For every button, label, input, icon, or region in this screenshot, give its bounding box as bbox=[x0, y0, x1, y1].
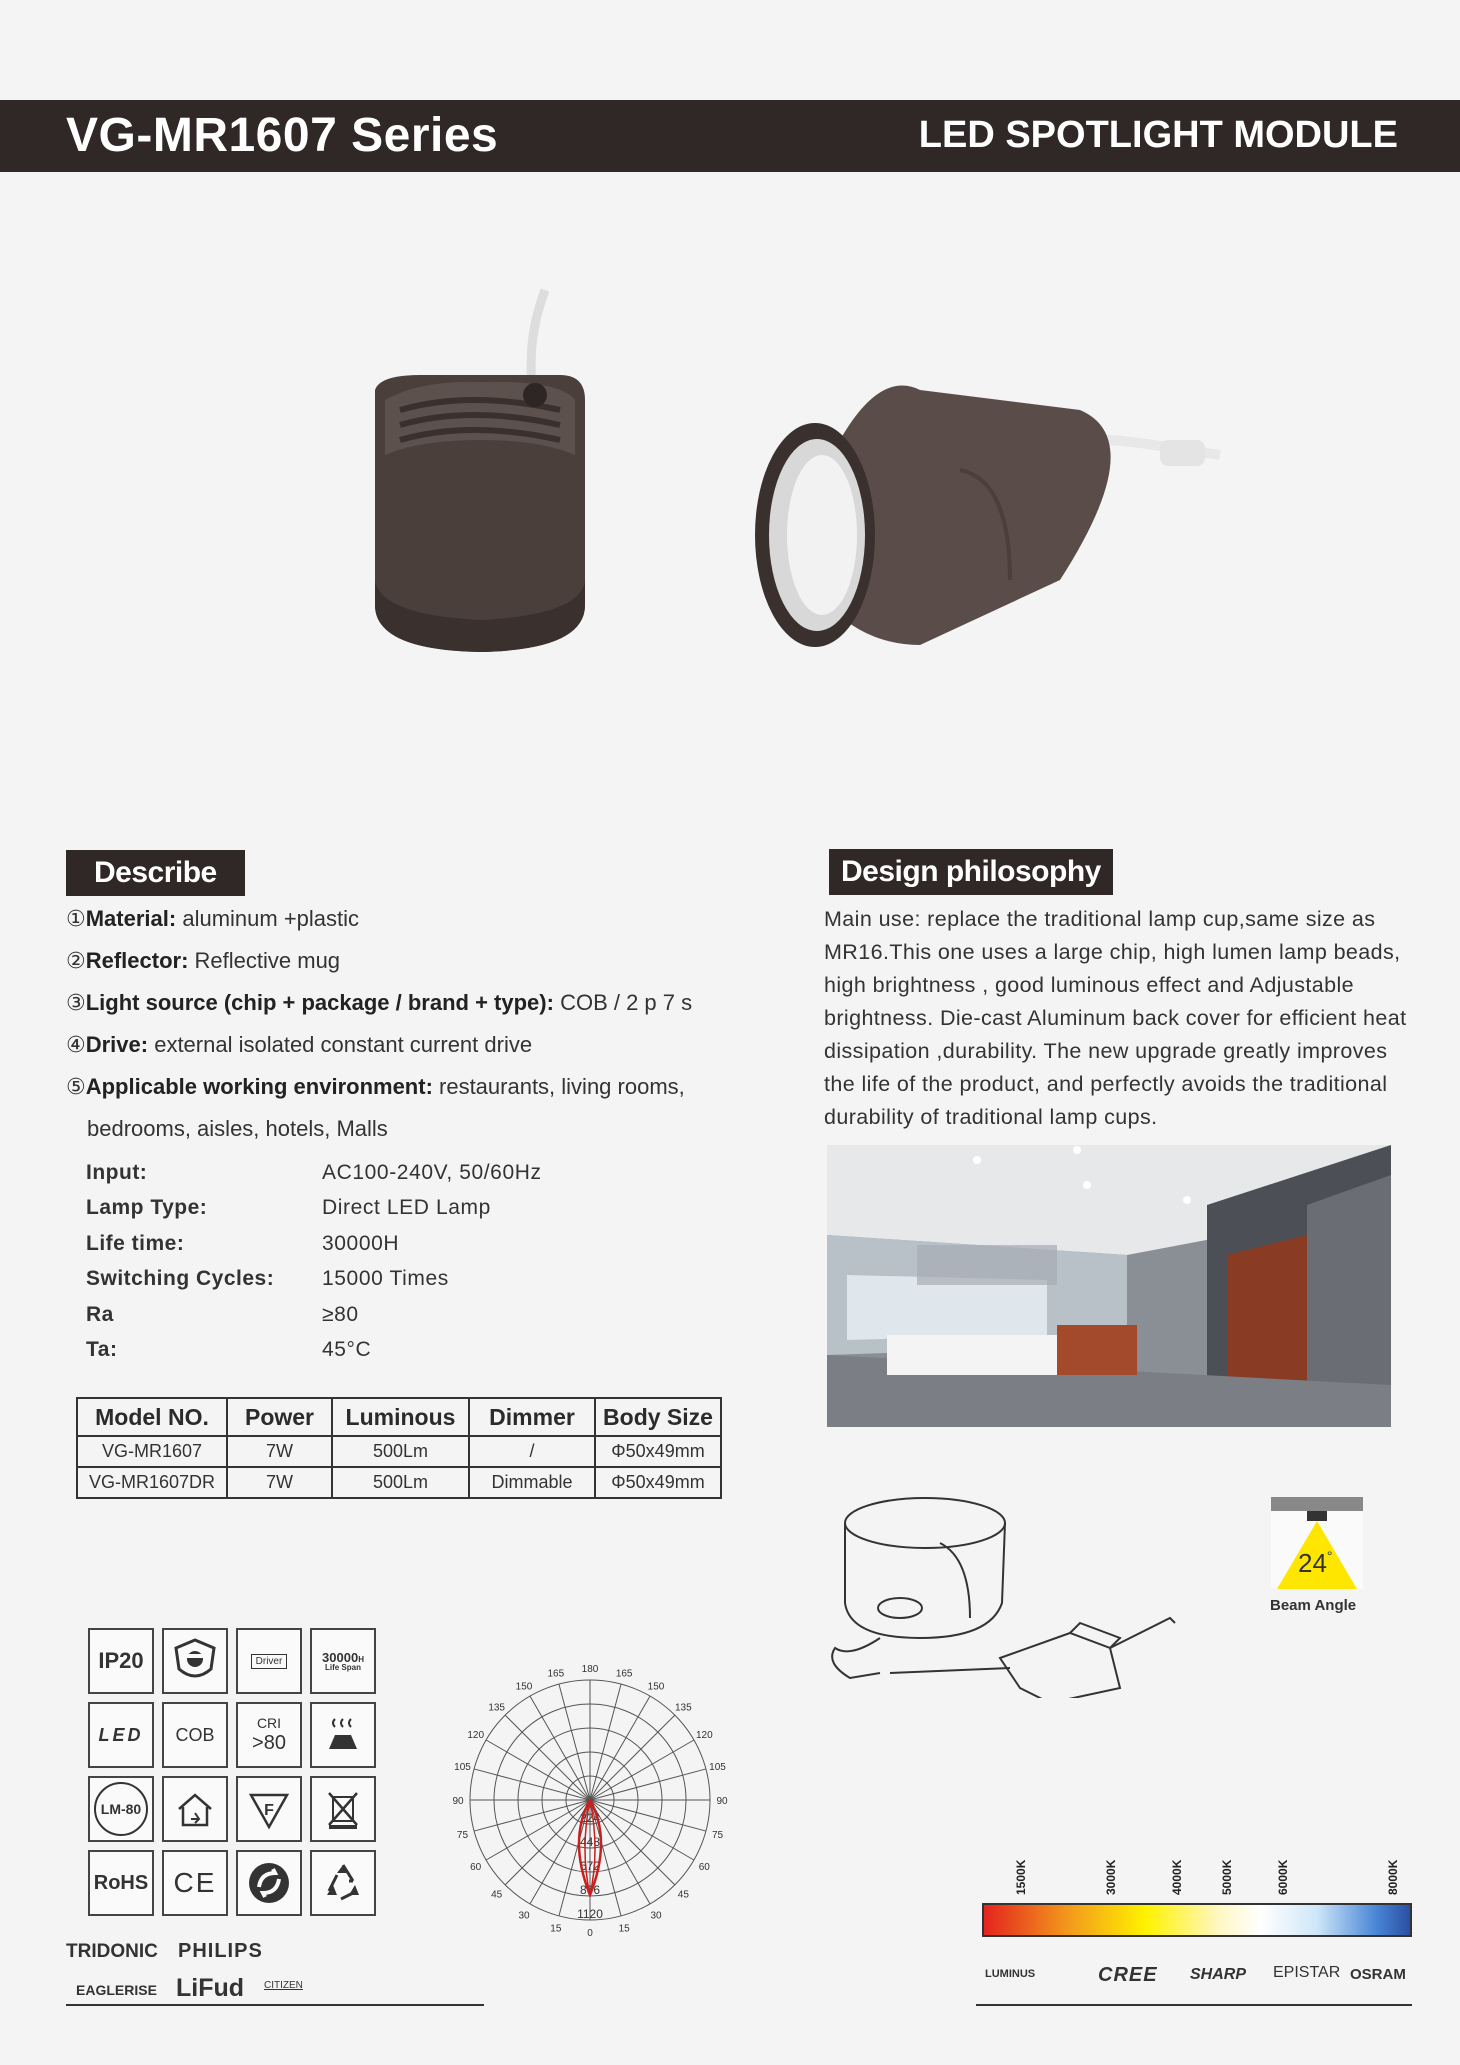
polar-angle-label: 45 bbox=[677, 1889, 689, 1901]
brand-lifud: LiFud bbox=[176, 1974, 245, 2002]
spec-value-ta: 45°C bbox=[322, 1338, 372, 1361]
polar-ring-label: 672 bbox=[579, 1859, 601, 1873]
describe-item-environment: ⑤Applicable working environment: restaurants, living rooms, bbox=[66, 1074, 685, 1099]
table-cell: 500Lm bbox=[332, 1436, 469, 1467]
polar-spoke bbox=[590, 1684, 621, 1800]
spec-value-ra: ≥80 bbox=[322, 1303, 359, 1326]
describe-continuation: bedrooms, aisles, hotels, Malls bbox=[87, 1116, 388, 1141]
polar-spoke bbox=[590, 1715, 675, 1800]
cct-label: 4000K bbox=[1170, 1859, 1184, 1895]
polar-angle-label: 180 bbox=[581, 1664, 599, 1675]
spec-label-lamp-type: Lamp Type: bbox=[86, 1196, 208, 1219]
cct-label: 6000K bbox=[1276, 1859, 1290, 1895]
brand-cree: CREE bbox=[1098, 1964, 1158, 1986]
polar-angle-label: 120 bbox=[695, 1730, 713, 1741]
table-header: Luminous bbox=[332, 1398, 469, 1436]
polar-spoke bbox=[559, 1684, 590, 1800]
cct-label: 5000K bbox=[1220, 1859, 1234, 1895]
polar-spoke bbox=[530, 1696, 590, 1800]
header-bar bbox=[0, 100, 1460, 172]
polar-angle-label: 15 bbox=[618, 1923, 630, 1935]
rohs-badge: RoHS bbox=[88, 1850, 154, 1916]
describe-item-light-source: ③Light source (chip + package / brand + type): COB / 2 p 7 s bbox=[66, 990, 693, 1015]
driver-icon: Driver bbox=[236, 1628, 302, 1694]
polar-ring-label: 224 bbox=[579, 1811, 601, 1825]
brand-sharp: SHARP bbox=[1190, 1966, 1247, 1983]
table-cell: VG-MR1607 bbox=[77, 1436, 227, 1467]
polar-angle-label: 30 bbox=[518, 1910, 530, 1922]
beam-angle-label: Beam Angle bbox=[1270, 1597, 1357, 1614]
product-photos bbox=[360, 280, 1250, 660]
polar-spoke bbox=[590, 1800, 706, 1831]
polar-angle-label: 135 bbox=[674, 1702, 692, 1714]
svg-text:F: F bbox=[264, 1802, 274, 1819]
polar-spoke bbox=[505, 1715, 590, 1800]
describe-item-material: ①Material: aluminum +plastic bbox=[66, 906, 360, 931]
polar-spoke bbox=[590, 1740, 694, 1800]
cct-label: 1500K bbox=[1014, 1859, 1028, 1895]
cri-badge: CRI >80 bbox=[236, 1702, 302, 1768]
polar-angle-label: 150 bbox=[647, 1681, 665, 1693]
table-cell: Φ50x49mm bbox=[595, 1467, 721, 1498]
ip20-badge: IP20 bbox=[88, 1628, 154, 1694]
lm80-badge: LM-80 bbox=[88, 1776, 154, 1842]
spec-label-ra: Ra bbox=[86, 1303, 114, 1326]
polar-angle-label: 15 bbox=[550, 1923, 562, 1935]
describe-title: Describe bbox=[66, 850, 245, 896]
polar-angle-label: 105 bbox=[454, 1761, 471, 1773]
spec-label-input: Input: bbox=[86, 1161, 148, 1184]
brand-osram: OSRAM bbox=[1350, 1966, 1406, 1983]
table-header: Body Size bbox=[595, 1398, 721, 1436]
describe-item-reflector: ②Reflector: Reflective mug bbox=[66, 948, 341, 973]
polar-ring-label: 1120 bbox=[577, 1907, 603, 1921]
table-cell: VG-MR1607DR bbox=[77, 1467, 227, 1498]
ce-badge: CE bbox=[162, 1850, 228, 1916]
brand-eaglerise: EAGLERISE bbox=[76, 1982, 157, 1998]
polar-spoke bbox=[590, 1800, 675, 1885]
led-badge: LED bbox=[88, 1702, 154, 1768]
design-text: Main use: replace the traditional lamp cup,same size as MR16.This one uses a large chip, high lumen lamp beads, high brightness , good luminous effect and Adjustable brightness. Die-cast Aluminum back cover for efficient heat dissipation ,durability. The new upgrade greatly improves the life of the product, and perfectly avoids the traditional durability of traditional lamp cups. bbox=[824, 907, 1407, 1129]
table-cell: Dimmable bbox=[469, 1467, 595, 1498]
polar-angle-label: 165 bbox=[547, 1668, 565, 1680]
lamp-back-view bbox=[375, 290, 585, 652]
category-title: LED SPOTLIGHT MODULE bbox=[918, 114, 1398, 156]
table-row bbox=[77, 1436, 721, 1467]
office-photo bbox=[827, 1145, 1391, 1427]
table-cell: 500Lm bbox=[332, 1467, 469, 1498]
heat-icon bbox=[310, 1702, 376, 1768]
polar-angle-label: 150 bbox=[515, 1681, 533, 1693]
divider-right bbox=[976, 2004, 1412, 2006]
indoor-icon bbox=[162, 1776, 228, 1842]
color-temperature-bar bbox=[982, 1903, 1412, 1937]
polar-angle-label: 60 bbox=[698, 1862, 710, 1873]
polar-angle-label: 90 bbox=[716, 1796, 728, 1807]
spec-label-switching: Switching Cycles: bbox=[86, 1267, 275, 1290]
polar-angle-label: 45 bbox=[491, 1889, 503, 1901]
spec-label-ta: Ta: bbox=[86, 1338, 118, 1361]
polar-spoke bbox=[590, 1800, 694, 1860]
polar-angle-label: 30 bbox=[650, 1910, 662, 1922]
beam-angle-value: 24° bbox=[1298, 1548, 1333, 1578]
eco-icon bbox=[236, 1850, 302, 1916]
brand-luminus: LUMINUS bbox=[985, 1968, 1036, 1980]
polar-angle-label: 90 bbox=[452, 1796, 464, 1807]
cob-badge: COB bbox=[162, 1702, 228, 1768]
polar-spoke bbox=[486, 1800, 590, 1860]
recycle-icon bbox=[310, 1850, 376, 1916]
polar-angle-label: 105 bbox=[709, 1761, 726, 1773]
table-header-row bbox=[77, 1398, 721, 1436]
table-header: Dimmer bbox=[469, 1398, 595, 1436]
describe-item-drive: ④Drive: external isolated constant current drive bbox=[66, 1032, 533, 1057]
brand-epistar: EPISTAR bbox=[1273, 1964, 1341, 1981]
brand-tridonic: TRIDONIC bbox=[66, 1941, 158, 1962]
spec-value-input: AC100-240V, 50/60Hz bbox=[322, 1161, 542, 1184]
polar-angle-label: 60 bbox=[470, 1862, 482, 1873]
spec-value-life-time: 30000H bbox=[322, 1232, 400, 1255]
spec-label-life-time: Life time: bbox=[86, 1232, 185, 1255]
polar-spoke bbox=[590, 1696, 650, 1800]
brand-philips: PHILIPS bbox=[178, 1940, 263, 1962]
polar-ring-label: 896 bbox=[579, 1883, 601, 1897]
polar-distribution-chart bbox=[440, 1650, 740, 1940]
safety-icon bbox=[162, 1628, 228, 1694]
series-title: VG-MR1607 Series bbox=[66, 109, 499, 162]
polar-spoke bbox=[486, 1740, 590, 1800]
cct-label: 3000K bbox=[1104, 1859, 1118, 1895]
brand-citizen: CITIZEN bbox=[264, 1980, 303, 1991]
no-dispose-icon bbox=[310, 1776, 376, 1842]
polar-ring-label: 448 bbox=[579, 1835, 601, 1849]
cct-label: 8000K bbox=[1386, 1859, 1400, 1895]
table-cell: 7W bbox=[227, 1467, 332, 1498]
table-cell: 7W bbox=[227, 1436, 332, 1467]
spec-value-lamp-type: Direct LED Lamp bbox=[322, 1196, 491, 1219]
polar-angle-label: 0 bbox=[587, 1928, 593, 1939]
model-table bbox=[76, 1397, 722, 1499]
divider-left bbox=[66, 2004, 484, 2006]
lifespan-icon: 30000H Life Span bbox=[310, 1628, 376, 1694]
table-header: Model NO. bbox=[77, 1398, 227, 1436]
lamp-front-view bbox=[755, 386, 1220, 647]
polar-spoke bbox=[505, 1800, 590, 1885]
polar-angle-label: 135 bbox=[488, 1702, 506, 1714]
table-header: Power bbox=[227, 1398, 332, 1436]
polar-angle-label: 75 bbox=[711, 1830, 724, 1842]
spec-value-switching: 15000 Times bbox=[322, 1267, 449, 1290]
f-mark-icon bbox=[236, 1776, 302, 1842]
polar-angle-label: 75 bbox=[456, 1830, 469, 1842]
polar-angle-label: 120 bbox=[467, 1730, 485, 1741]
table-row bbox=[77, 1467, 721, 1498]
lamp-line-drawing bbox=[820, 1488, 1180, 1698]
design-title: Design philosophy bbox=[829, 849, 1113, 895]
polar-spoke bbox=[474, 1769, 590, 1800]
table-cell: Φ50x49mm bbox=[595, 1436, 721, 1467]
polar-angle-label: 165 bbox=[615, 1668, 633, 1680]
table-cell: / bbox=[469, 1436, 595, 1467]
polar-spoke bbox=[590, 1769, 706, 1800]
polar-spoke bbox=[474, 1800, 590, 1831]
